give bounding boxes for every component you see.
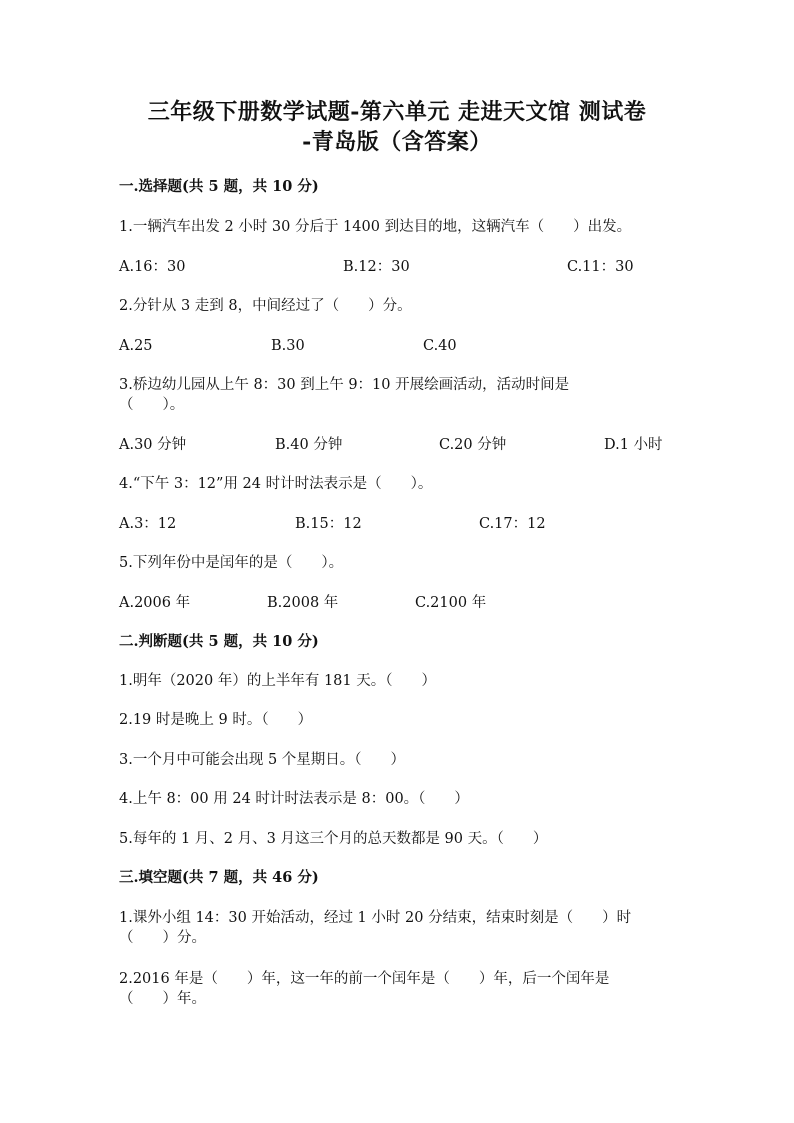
question-text: 3.桥边幼儿园从上午 8：30 到上午 9：10 开展绘画活动，活动时间是	[119, 377, 570, 393]
option: C.17：12	[479, 516, 546, 532]
option: B.30	[271, 338, 305, 354]
question-text-continued: （ ）分。	[119, 930, 206, 946]
option: B.2008 年	[267, 595, 339, 611]
question-text: 2.19 时是晚上 9 时。（ ）	[119, 712, 313, 728]
question-text: 5.下列年份中是闰年的是（ ）。	[119, 555, 344, 571]
option: A.16：30	[119, 259, 186, 275]
title-line-1: 三年级下册数学试题-第六单元 走进天文馆 测试卷	[147, 99, 647, 125]
option: D.1 小时	[604, 437, 663, 453]
question-text: 3.一个月中可能会出现 5 个星期日。（ ）	[119, 752, 406, 768]
option: A.2006 年	[119, 595, 191, 611]
question-text-continued: （ ）。	[119, 397, 185, 413]
question-text-continued: （ ）年。	[119, 991, 206, 1007]
option: C.2100 年	[415, 595, 487, 611]
option: B.40 分钟	[275, 437, 343, 453]
section-heading: 三.填空题(共 7 题，共 46 分)	[119, 869, 319, 886]
question-text: 5.每年的 1 月、2 月、3 月这三个月的总天数都是 90 天。（ ）	[119, 831, 548, 847]
question-text: 2.2016 年是（ ）年，这一年的前一个闰年是（ ）年，后一个闰年是	[119, 971, 610, 987]
section-heading: 一.选择题(共 5 题，共 10 分)	[119, 178, 319, 195]
section-heading: 二.判断题(共 5 题，共 10 分)	[119, 633, 319, 650]
question-text: 1.课外小组 14：30 开始活动，经过 1 小时 20 分结束，结束时刻是（ ）时	[119, 910, 632, 926]
option: A.30 分钟	[119, 437, 187, 453]
option: C.11：30	[567, 259, 634, 275]
option: A.3：12	[119, 516, 177, 532]
option: C.20 分钟	[439, 437, 507, 453]
option: B.12：30	[343, 259, 410, 275]
question-text: 2.分针从 3 走到 8，中间经过了（ ）分。	[119, 298, 412, 314]
title-line-2: -青岛版（含答案）	[302, 129, 492, 155]
option: C.40	[423, 338, 457, 354]
question-text: 4.上午 8：00 用 24 时计时法表示是 8：00。（ ）	[119, 791, 469, 807]
question-text: 1.一辆汽车出发 2 小时 30 分后于 1400 到达目的地，这辆汽车（ ）出发。	[119, 219, 632, 235]
question-text: 1.明年（2020 年）的上半年有 181 天。（ ）	[119, 673, 436, 689]
question-text: 4.“下午 3：12”用 24 时计时法表示是（ ）。	[119, 476, 433, 492]
option: B.15：12	[295, 516, 362, 532]
option: A.25	[119, 338, 153, 354]
